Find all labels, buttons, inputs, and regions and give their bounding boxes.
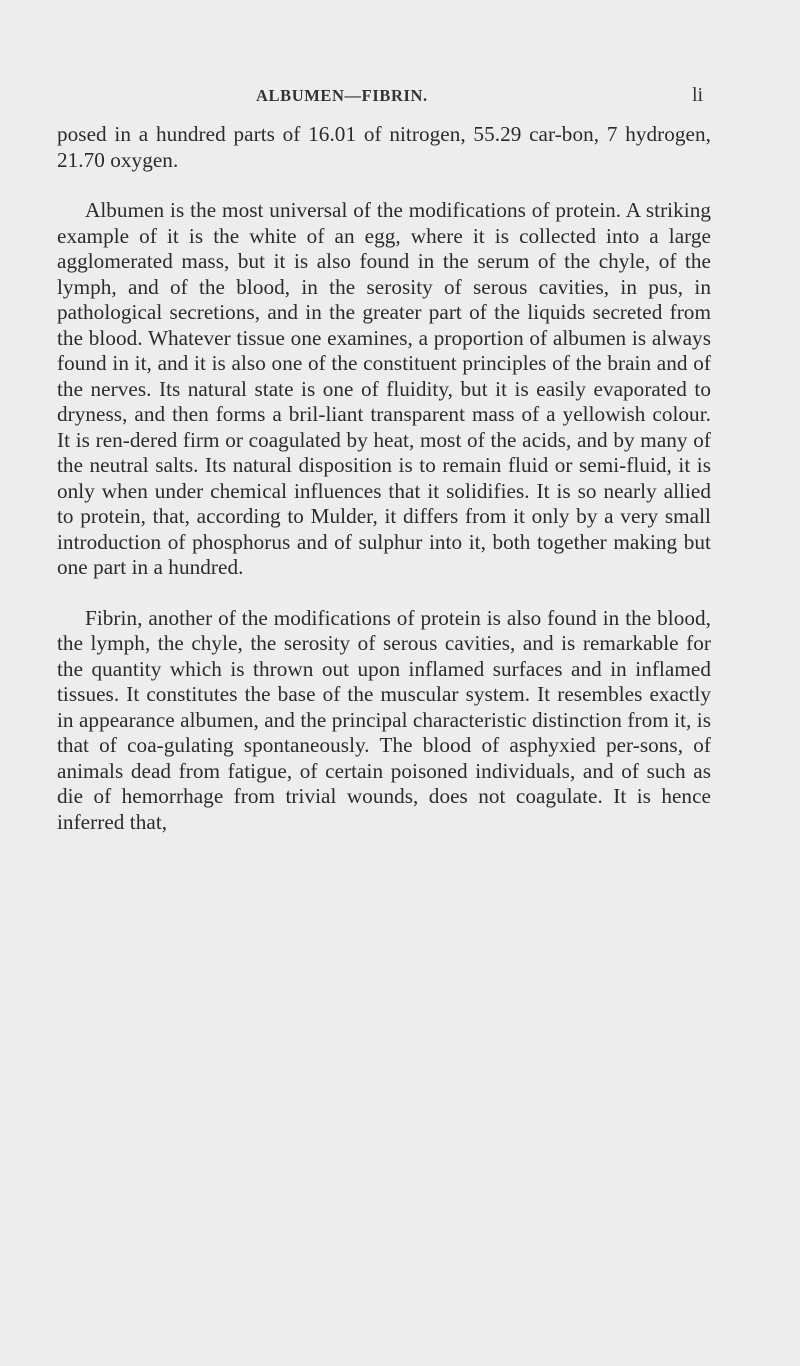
paragraph-gap (57, 581, 711, 606)
running-head (0, 86, 800, 110)
paragraph-fibrin: Fibrin, another of the modifications of protein is also found in the blood, the lymph, the chyle, the serosity of serous cavities, and is remarkable for the quantity which is thrown out upon inflamed surfaces and in inflamed tissues. It constitutes the base of the muscular system. It resembles exactly in appearance albumen, and the principal characteristic distinction from it, is that of coa-gulating spontaneously. The blood of asphyxied per-sons, of animals dead from fatigue, of certain poisoned individuals, and of such as die of hemorrhage from trivial wounds, does not coagulate. It is hence inferred that, (57, 605, 711, 834)
running-title: ALBUMEN—FIBRIN. (256, 86, 428, 105)
body-text (57, 122, 711, 835)
paragraph-gap (57, 173, 711, 198)
paragraph-albumen: Albumen is the most universal of the modifications of protein. A striking example of it is the white of an egg, where it is collected into a large agglomerated mass, but it is also found in the serum of the chyle, of the lymph, and of the blood, in the serosity of serous cavities, in pus, in pathological secretions, and in the greater part of the liquids secreted from the blood. Whatever tissue one examines, a proportion of albumen is always found in it, and it is also one of the constituent principles of the brain and of the nerves. Its natural state is one of fluidity, but it is easily evaporated to dryness, and then forms a bril-liant transparent mass of a yellowish colour. It is ren-dered firm or coagulated by heat, most of the acids, and by many of the neutral salts. Its natural disposition is to remain fluid or semi-fluid, it is only when under chemical influences that it solidifies. It is so nearly allied to protein, that, according to Mulder, it differs from it only by a very small introduction of phosphorus and of sulphur into it, both together making but one part in a hundred. (57, 198, 711, 579)
paragraph-continuation: posed in a hundred parts of 16.01 of nitrogen, 55.29 car-bon, 7 hydrogen, 21.70 oxygen. (57, 122, 711, 172)
page-number: li (692, 84, 704, 106)
